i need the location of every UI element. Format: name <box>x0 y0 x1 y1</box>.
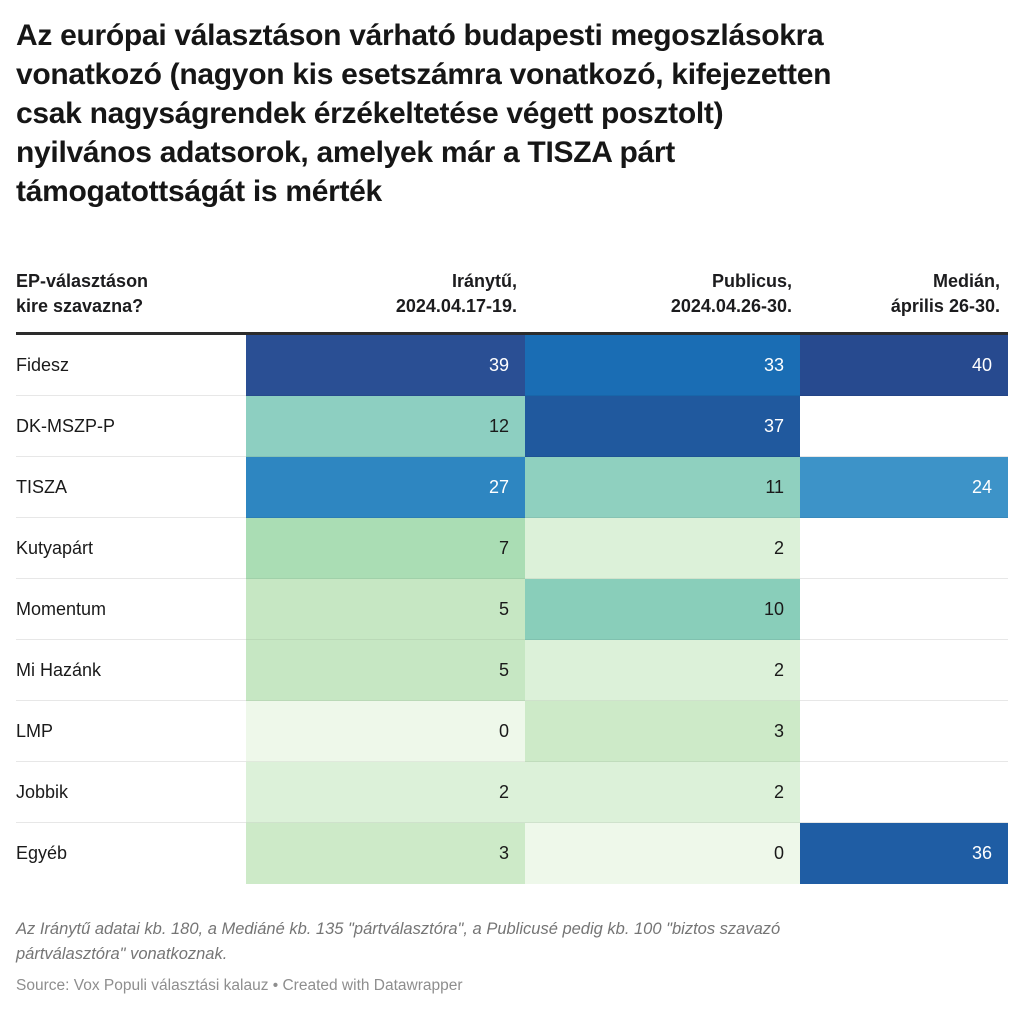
column-header-line: 2024.04.26-30. <box>670 296 792 316</box>
chart-title-line: csak nagyságrendek érzékeltetése végett posztolt) <box>16 97 724 130</box>
heatmap-cell: 12 <box>246 396 525 457</box>
column-header-line: Publicus, <box>711 271 792 291</box>
table-row <box>16 701 1008 762</box>
column-header <box>800 269 1008 319</box>
heatmap-cell-empty <box>800 518 1008 579</box>
chart-title-line: vonatkozó (nagyon kis esetszámra vonatkozó, kifejezetten <box>16 58 832 91</box>
heatmap-cell: 36 <box>800 823 1008 884</box>
heatmap-cell: 2 <box>525 762 800 823</box>
row-label: Fidesz <box>16 335 246 396</box>
source-line: Source: Vox Populi választási kalauz • Created with Datawrapper <box>16 977 463 994</box>
chart-title-line: Az európai választáson várható budapesti megoszlásokra <box>16 19 824 52</box>
footnote-line: Az Iránytű adatai kb. 180, a Mediáné kb. 135 "pártválasztóra", a Publicusé pedig kb. 100 "biztos szavazó <box>16 920 781 938</box>
column-header-line: kire szavazna? <box>16 296 144 316</box>
column-header <box>16 269 246 319</box>
row-label: Egyéb <box>16 843 68 863</box>
heatmap-cell: 3 <box>246 823 525 884</box>
heatmap-cell: 2 <box>525 518 800 579</box>
heatmap-cell: 2 <box>246 762 525 823</box>
column-header-line: EP-választáson <box>16 271 149 291</box>
table-row <box>16 640 1008 701</box>
row-label: Mi Hazánk <box>16 640 246 701</box>
heatmap-cell: 2 <box>525 640 800 701</box>
heatmap-cell: 5 <box>246 579 525 640</box>
heatmap-cell-empty <box>800 762 1008 823</box>
heatmap-cell: 24 <box>800 457 1008 518</box>
table-body <box>16 335 1008 884</box>
table-header-row <box>16 269 1008 335</box>
row-label: TISZA <box>16 457 246 518</box>
row-label: Momentum <box>16 579 246 640</box>
table-row <box>16 457 1008 518</box>
column-header-line: 2024.04.17-19. <box>395 296 517 316</box>
row-label: Jobbik <box>16 762 246 823</box>
table-row <box>16 579 1008 640</box>
table-row <box>16 396 1008 457</box>
chart-title-line: nyilvános adatsorok, amelyek már a TISZA párt <box>16 136 675 169</box>
chart-title <box>16 16 1008 211</box>
table-row <box>16 762 1008 823</box>
heatmap-cell-empty <box>800 396 1008 457</box>
heatmap-cell: 33 <box>525 335 800 396</box>
column-header <box>525 269 800 319</box>
table-row <box>16 518 1008 579</box>
heatmap-cell: 3 <box>525 701 800 762</box>
table-row <box>16 335 1008 396</box>
row-label: DK-MSZP-P <box>16 396 246 457</box>
chart-container <box>0 16 1024 995</box>
heatmap-cell-empty <box>800 701 1008 762</box>
heatmap-cell: 40 <box>800 335 1008 396</box>
heatmap-cell-empty <box>800 579 1008 640</box>
heatmap-cell: 37 <box>525 396 800 457</box>
column-header-line: Iránytű, <box>451 271 517 291</box>
chart-title-line: támogatottságát is mérték <box>16 175 382 208</box>
column-header-line: április 26-30. <box>890 296 1000 316</box>
heatmap-cell: 7 <box>246 518 525 579</box>
footnote-line: pártválasztóra" vonatkoznak. <box>16 945 228 963</box>
row-label: LMP <box>16 701 246 762</box>
heatmap-cell: 5 <box>246 640 525 701</box>
heatmap-cell-empty <box>800 640 1008 701</box>
footnote <box>16 917 1008 967</box>
heatmap-cell: 10 <box>525 579 800 640</box>
table-row <box>16 823 1008 884</box>
heatmap-cell: 0 <box>246 701 525 762</box>
heatmap-cell: 0 <box>525 823 800 884</box>
heatmap-cell: 39 <box>246 335 525 396</box>
column-header <box>246 269 525 319</box>
heatmap-cell: 27 <box>246 457 525 518</box>
column-header-line: Medián, <box>932 271 1000 291</box>
row-label: Kutyapárt <box>16 518 246 579</box>
heatmap-cell: 11 <box>525 457 800 518</box>
